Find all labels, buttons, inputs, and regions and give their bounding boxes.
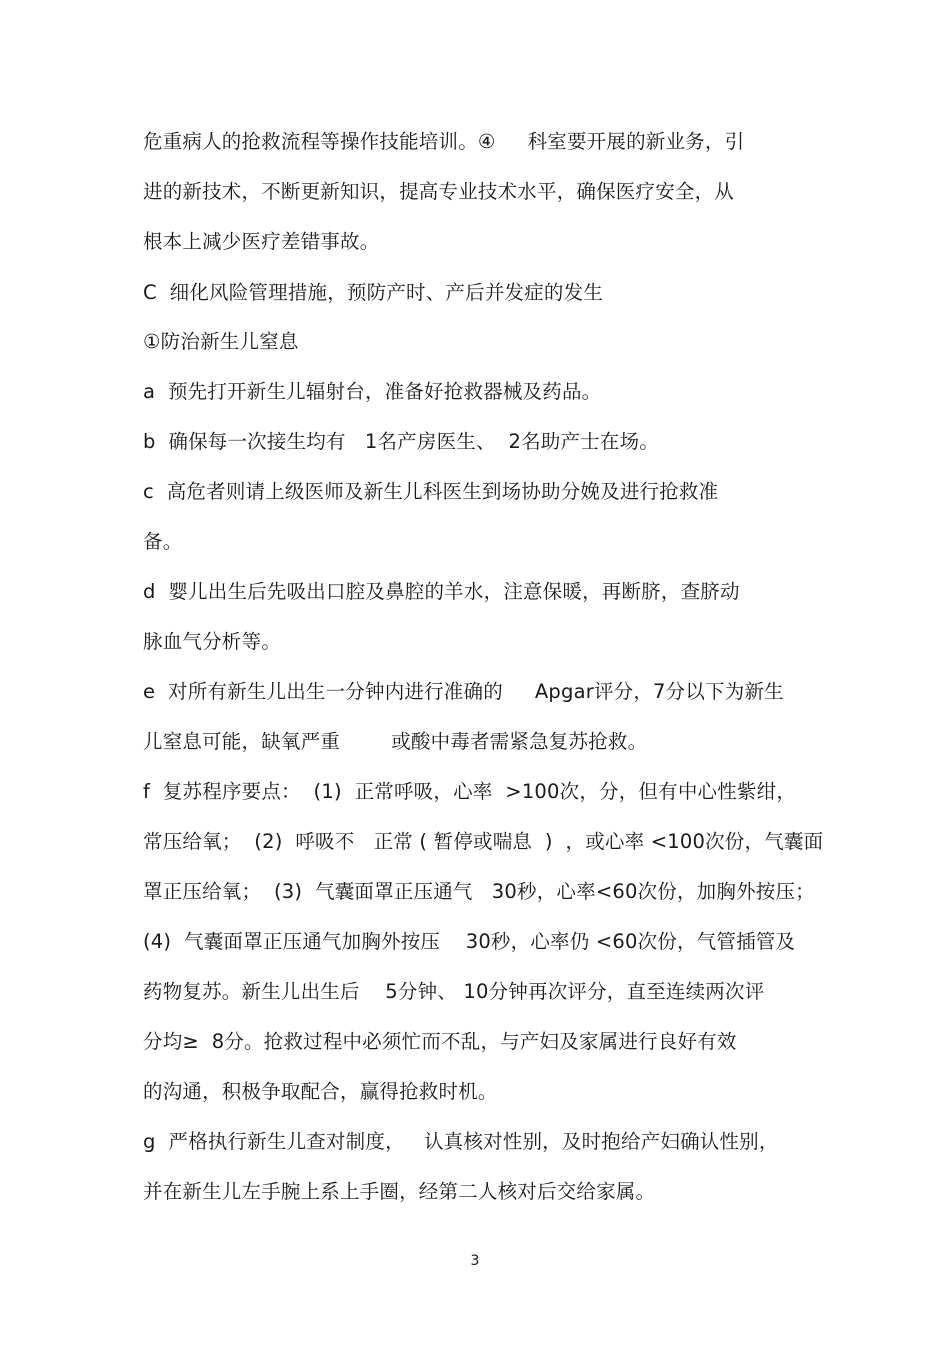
text-line: (4) 气囊面罩正压通气加胸外按压 30秒，心率仍 <60次份，气管插管及 [143, 930, 796, 953]
section-heading: C 细化风险管理措施，预防产时、产后并发症的发生 [143, 281, 604, 304]
list-item: g 严格执行新生儿查对制度， 认真核对性别，及时抱给产妇确认性别， [143, 1130, 779, 1153]
page-number: 3 [470, 1253, 480, 1269]
list-item: b 确保每一次接生均有 1名产房医生、 2名助产士在场。 [143, 430, 659, 453]
text-line: 分均≥ 8分。抢救过程中必须忙而不乱，与产妇及家属进行良好有效 [143, 1030, 737, 1053]
list-item: a 预先打开新生儿辐射台，准备好抢救器械及药品。 [143, 380, 602, 403]
list-item: d 婴儿出生后先吸出口腔及鼻腔的羊水，注意保暖，再断脐，查脐动 [143, 580, 740, 603]
text-line: 罩正压给氧； (3) 气囊面罩正压通气 30秒，心率<60次份，加胸外按压； [143, 880, 815, 903]
list-item: f 复苏程序要点： (1) 正常呼吸，心率 >100次，分，但有中心性紫绀， [143, 780, 797, 803]
text-line: 药物复苏。新生儿出生后 5分钟、 10分钟再次评分，直至连续两次评 [143, 980, 765, 1003]
text-line: 进的新技术，不断更新知识，提高专业技术水平，确保医疗安全，从 [143, 180, 735, 203]
text-line: 并在新生儿左手腕上系上手圈，经第二人核对后交给家属。 [143, 1180, 656, 1203]
list-item: c 高危者则请上级医师及新生儿科医生到场协助分娩及进行抢救准 [143, 480, 719, 503]
text-line: 备。 [143, 530, 183, 553]
subsection-heading: ①防治新生儿窒息 [143, 330, 299, 353]
list-item: e 对所有新生儿出生一分钟内进行准确的 Apgar评分，7分以下为新生 [143, 680, 784, 703]
text-line: 常压给氧； (2) 呼吸不 正常 ( 暂停或喘息 ) ，或心率 <100次份，气囊面 [143, 830, 824, 853]
text-line: 的沟通，积极争取配合，赢得抢救时机。 [143, 1080, 498, 1103]
text-line: 危重病人的抢救流程等操作技能培训。④ 科室要开展的新业务，引 [143, 130, 745, 153]
text-line: 根本上减少医疗差错事故。 [143, 230, 380, 253]
text-line: 脉血气分析等。 [143, 630, 281, 653]
text-line: 儿窒息可能，缺氧严重 或酸中毒者需紧急复苏抢救。 [143, 730, 648, 753]
